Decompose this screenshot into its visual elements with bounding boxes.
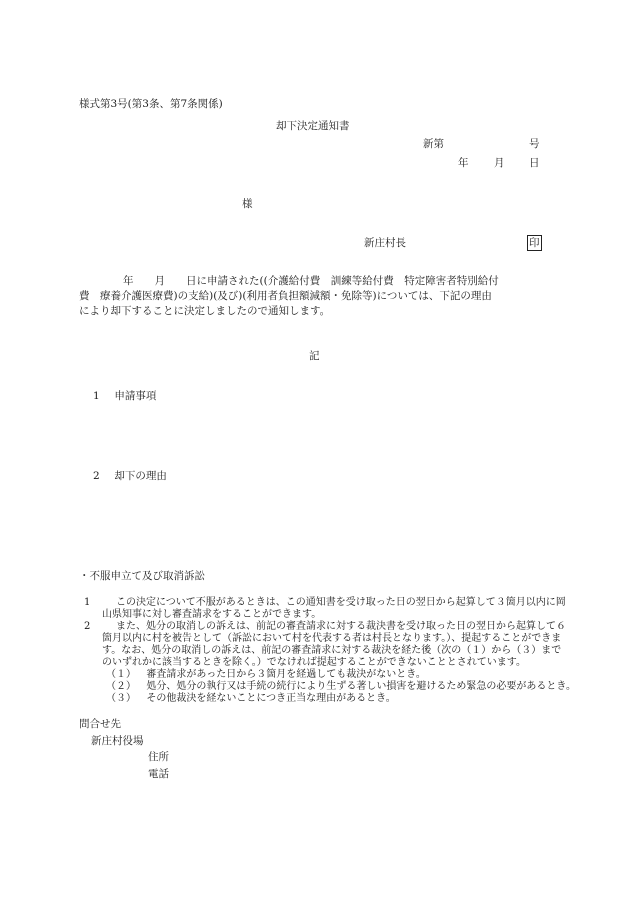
contact-office: 新庄村役場	[91, 735, 144, 747]
issuer-name: 新庄村長	[364, 237, 406, 249]
document-title: 却下決定通知書	[276, 120, 350, 132]
contact-heading: 問合せ先	[79, 718, 121, 730]
section-number: 2	[93, 470, 100, 482]
seal-box	[527, 235, 542, 251]
subitem-text: 処分、処分の執行又は手続の続行により生ずる著しい損害を避けるため緊急の必要があるとき。	[146, 681, 576, 692]
appeal-item-2-number: 2	[84, 621, 91, 632]
appeal-item-2-line-3: す。なお、処分の取消しの訴えは、前記の審査請求に対する裁決を経た後（次の（１）から（３）まで	[102, 645, 562, 656]
section-2	[93, 470, 167, 484]
ki-marker: 記	[309, 350, 320, 362]
subitem-label: （２）	[106, 681, 136, 692]
contact-phone-label: 電話	[148, 768, 169, 780]
form-number: 様式第3号(第3条、第7条関係)	[79, 98, 223, 110]
appeal-item-2-line-1: また、処分の取消しの訴えは、前記の審査請求に対する裁決書を受け取った日の翌日から起算して６	[116, 621, 566, 632]
subitem-label: （１）	[106, 669, 136, 680]
subitem-3	[106, 692, 396, 705]
section-title: 却下の理由	[114, 470, 167, 482]
date-day: 日	[529, 157, 540, 169]
section-title: 申請事項	[114, 390, 157, 402]
appeal-item-1-line-1: この決定について不服があるときは、この通知書を受け取った日の翌日から起算して３箇月以内に岡	[116, 597, 566, 608]
date-month: 月	[494, 157, 505, 169]
appeal-item-2-line-4: のいずれかに該当するときを除く。）でなければ提起することができないこととされています。	[102, 657, 526, 668]
section-1	[93, 390, 156, 404]
contact-address-label: 住所	[148, 751, 169, 763]
subitem-text: 審査請求があった日から３箇月を経過しても裁決がないとき。	[146, 669, 426, 680]
seal-mark: 印	[529, 237, 540, 249]
appeal-heading: ・不服申立て及び取消訴訟	[79, 570, 205, 582]
subitem-text: その他裁決を経ないことにつき正当な理由があるとき。	[146, 693, 396, 704]
body-line-3: により却下することに決定しましたので通知します。	[79, 305, 331, 317]
appeal-item-1-number: 1	[84, 597, 91, 608]
date-year: 年	[458, 157, 469, 169]
body-line-1: 年 月 日に申請された((介護給付費 訓練等給付費 特定障害者特別給付	[123, 275, 499, 287]
appeal-item-1-line-2: 山県知事に対し審査請求をすることができます。	[102, 609, 322, 620]
addressee-honorific: 様	[242, 198, 253, 210]
document-number-prefix: 新第	[423, 138, 444, 150]
document-number-suffix: 号	[529, 138, 540, 150]
subitem-label: （３）	[106, 693, 136, 704]
body-line-2: 費 療養介護医療費)の支給)(及び)(利用者負担額減額・免除等)については、下記の理由	[79, 290, 492, 302]
section-number: 1	[93, 390, 100, 402]
appeal-item-2-line-2: 箇月以内に村を被告として（訴訟において村を代表する者は村長となります。）、提起することができま	[102, 633, 562, 644]
